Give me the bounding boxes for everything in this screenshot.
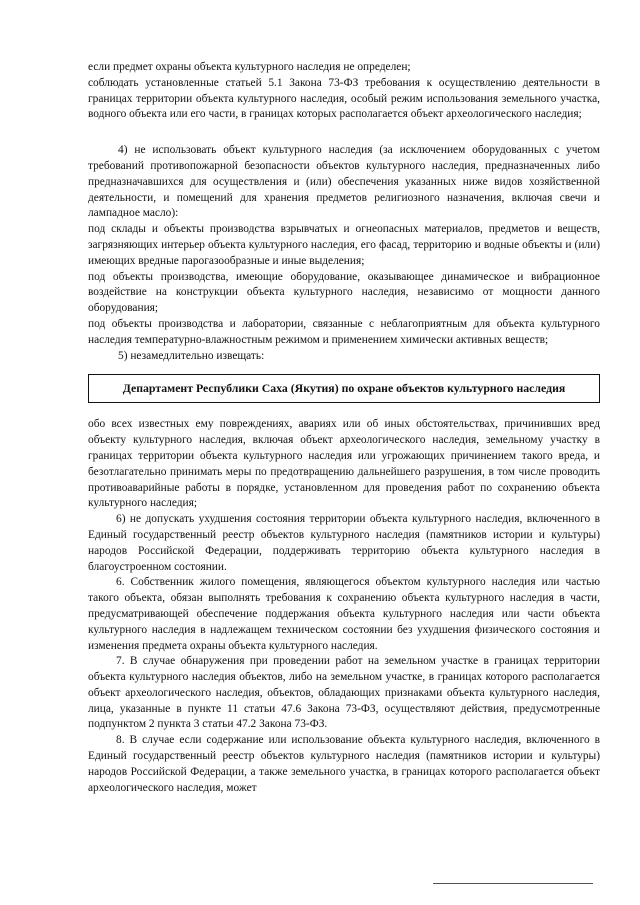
footer-rule	[433, 883, 593, 884]
paragraph-section-7: 7. В случае обнаружения при проведении работ на земельном участке в границах территории объекта культурного наследия объектов, либо на земельном участке, в границах которого располагается объект археологического наследия, объектов, обладающих признаками объекта культурного наследия, лица, указанные в пункте 11 статьи 47.6 Закона 73-ФЗ, осуществляют действия, предусмотренные подпунктом 2 пункта 3 статьи 47.2 Закона 73-ФЗ.	[88, 655, 600, 731]
paragraph-damage-report: обо всех известных ему повреждениях, авариях или об иных обстоятельствах, причинивших вред объекту культурного наследия, включая объект археологического наследия, земельному участку в границах территории объекта культурного наследия или угрожающих причинением такого вреда, и безотлагательно принимать меры по предотвращению дальнейшего разрушения, в том числе проводить противоаварийные работы в порядке, установленном для проведения работ по сохранению объекта культурного наследия;	[88, 418, 600, 510]
paragraph-section-6: 6. Собственник жилого помещения, являющегося объектом культурного наследия или частью такого объекта, обязан выполнять требования к сохранению объекта культурного наследия в части, предусматривающей обеспечение поддержания объекта культурного наследия или части объекта культурного наследия в надлежащем техническом состоянии без ухудшения физического состояния и изменения предмета охраны объекта культурного наследия.	[88, 576, 600, 652]
department-name-box: Департамент Республики Саха (Якутия) по охране объектов культурного наследия	[88, 374, 600, 403]
paragraph-item-4: 4) не использовать объект культурного наследия (за исключением оборудованных с учетом требований противопожарной безопасности объектов культурного наследия, предназначенных либо предназначавшихся для осуществления и (или) обеспечения указанных ниже видов хозяйственной деятельности, и помещений для хранения предметов религиозного назначения, включая свечи и лампадное масло):	[88, 144, 600, 220]
document-page	[88, 60, 600, 796]
paragraph-laboratories: под объекты производства и лаборатории, связанные с неблагоприятным для объекта культурного наследия температурно-влажностным режимом и применением химически активных веществ;	[88, 317, 600, 346]
paragraph-subject-undefined: если предмет охраны объекта культурного наследия не определен;	[88, 61, 411, 73]
paragraph-warehouses: под склады и объекты производства взрывчатых и огнеопасных материалов, предметов и веществ, загрязняющих интерьер объекта культурного наследия, его фасад, территорию и водные объекты и (или) имеющих вредные парогазообразные и иные выделения;	[88, 223, 600, 267]
paragraph-item-5: 5) незамедлительно извещать:	[118, 349, 265, 362]
paragraph-observe-requirements: соблюдать установленные статьей 5.1 Закона 73-ФЗ требования к осуществлению деятельности в границах территории объекта культурного наследия, особый режим использования земельного участка, водного объекта или его части, в границах которых располагается объект археологического наследия;	[88, 76, 600, 121]
paragraph-production-objects: под объекты производства, имеющие оборудование, оказывающее динамическое и вибрационное воздействие на конструкции объекта культурного наследия, независимо от мощности данного оборудования;	[88, 270, 600, 315]
paragraph-item-6: 6) не допускать ухудшения состояния территории объекта культурного наследия, включенного в Единый государственный реестр объектов культурного наследия (памятников истории и культуры) народов Российской Федерации, поддерживать территорию объекта культурного наследия в благоустроенном состоянии.	[88, 513, 600, 573]
paragraph-section-8: 8. В случае если содержание или использование объекта культурного наследия, включенного в Единый государственный реестр объектов культурного наследия (памятников истории и культуры) народов Российской Федерации, а также земельного участка, в границах которого располагается объект археологического наследия, может	[88, 734, 600, 794]
spacer	[88, 123, 600, 143]
